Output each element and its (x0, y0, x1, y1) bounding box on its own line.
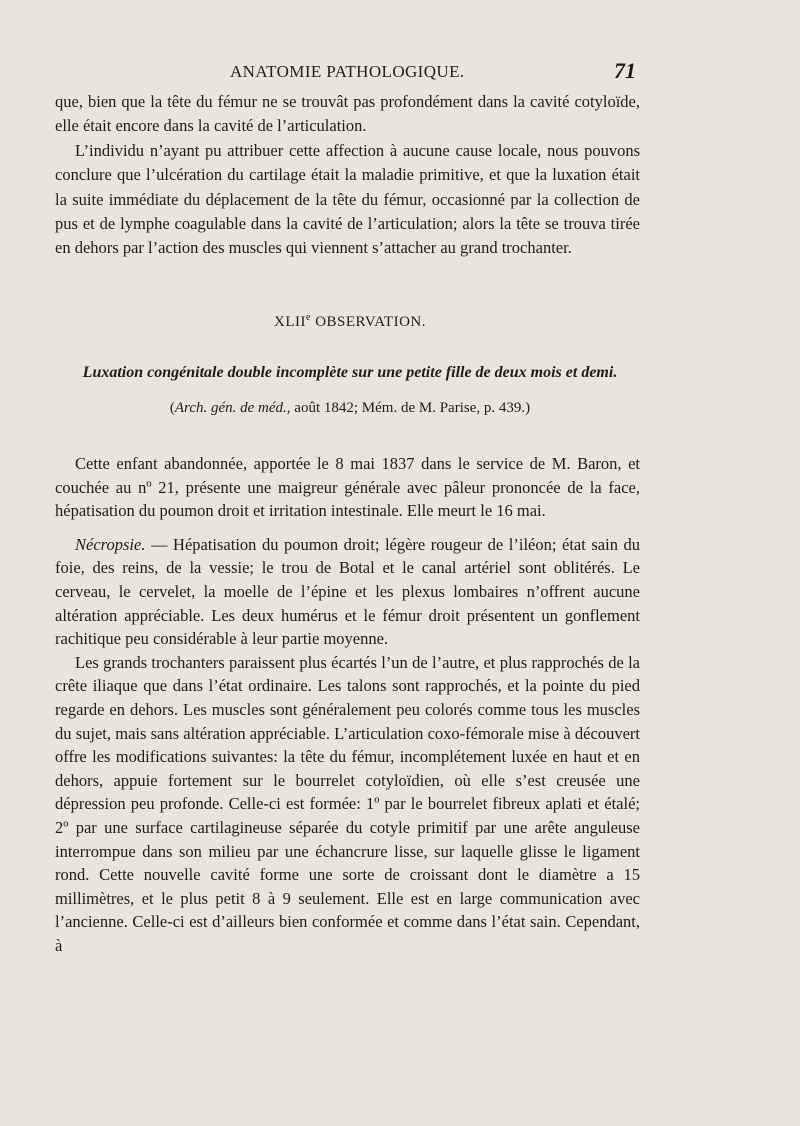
paragraph-continuation: que, bien que la tête du fémur ne se trouvât pas profondément dans la cavité cotyloïde, elle était encore dans la cavité de l’articulation. (55, 92, 640, 136)
paragraph-trochanters: Les grands trochanters paraissent plus écartés l’un de l’autre, et plus rapprochés de la crête iliaque que dans l’état ordinaire. Les talons sont rapprochés, et la pointe du pied regarde en dehors. Les muscles sont généralement peu colorés comme tous les muscles du sujet, mais sans altération appréciable. L’articulation coxo-fémorale mise à découvert offre les modifications suivantes: la tête du fémur, incomplétement luxée en haut et en dehors, appuie fortement sur le bourrelet cotyloïdien, où elle s’est creusée une dépression peu profonde. Celle-ci est formée: 1º par le bourrelet fibreux aplati et étalé; 2º par une surface cartilagineuse séparée du cotyle primitif par une arête anguleuse interrompue dans son milieu par une échancrure lisse, sur laquelle glisse le ligament rond. Cette nouvelle cavité forme une sorte de croissant dont le diamètre a 15 millimètres, et le plus petit 8 à 9 seulement. Elle est en large communication avec l’ancienne. Celle-ci est d’ailleurs bien conformée et comme dans l’état sain. Cependant, à (55, 652, 640, 955)
necropsie-text: — Hépatisation du poumon droit; légère rougeur de l’iléon; état sain du foie, des reins, de la vessie; le trou de Botal et le canal artériel sont oblitérés. Le cerveau, le cervelet, la moelle de l’épine et les plexus lombaires n’offrent aucune altération appréciable. Les deux humérus et le fémur droit présentent un gonflement rachitique peu considérable à leur partie moyenne. (55, 534, 640, 649)
paragraph-intro: Cette enfant abandonnée, apportée le 8 mai 1837 dans le service de M. Baron, et couchée au nº 21, présente une maigreur générale avec pâleur prononcée de la face, hépatisation du poumon droit et irritation intestinale. Elle meurt le 16 mai. (55, 454, 640, 521)
body-text-bottom (55, 452, 640, 957)
observation-number: XLII (274, 314, 306, 330)
source-rest: août 1842; Mém. de M. Parise, p. 439.) (290, 400, 531, 416)
observation-label: OBSERVATION. (315, 314, 426, 330)
paragraph-necropsie (55, 533, 640, 651)
source-journal: Arch. gén. de méd., (174, 400, 291, 416)
necropsie-label: Nécropsie. (75, 534, 146, 554)
observation-superscript: e (306, 312, 311, 323)
page-number: 71 (614, 58, 636, 83)
body-text-top (55, 90, 640, 261)
observation-title: Luxation congénitale double incomplète sur une petite fille de deux mois et demi. (82, 364, 618, 381)
observation-heading (0, 312, 700, 331)
running-title: ANATOMIE PATHOLOGIQUE. (230, 62, 465, 81)
running-head (0, 58, 800, 86)
paragraph-conclusion: L’individu n’ayant pu attribuer cette affection à aucune cause locale, nous pouvons conclure que l’ulcération du cartilage était la maladie primitive, et que la luxation était la suite immédiate du déplacement de la tête du fémur, occasionné par la collection de pus et de lymphe coagulable dans la cavité de l’articulation; alors la tête se trouva tirée en dehors par l’action des muscles qui viennent s’attacher au grand trochanter. (55, 140, 640, 258)
source-prefix: ( (169, 400, 175, 416)
observation-source (60, 400, 640, 417)
